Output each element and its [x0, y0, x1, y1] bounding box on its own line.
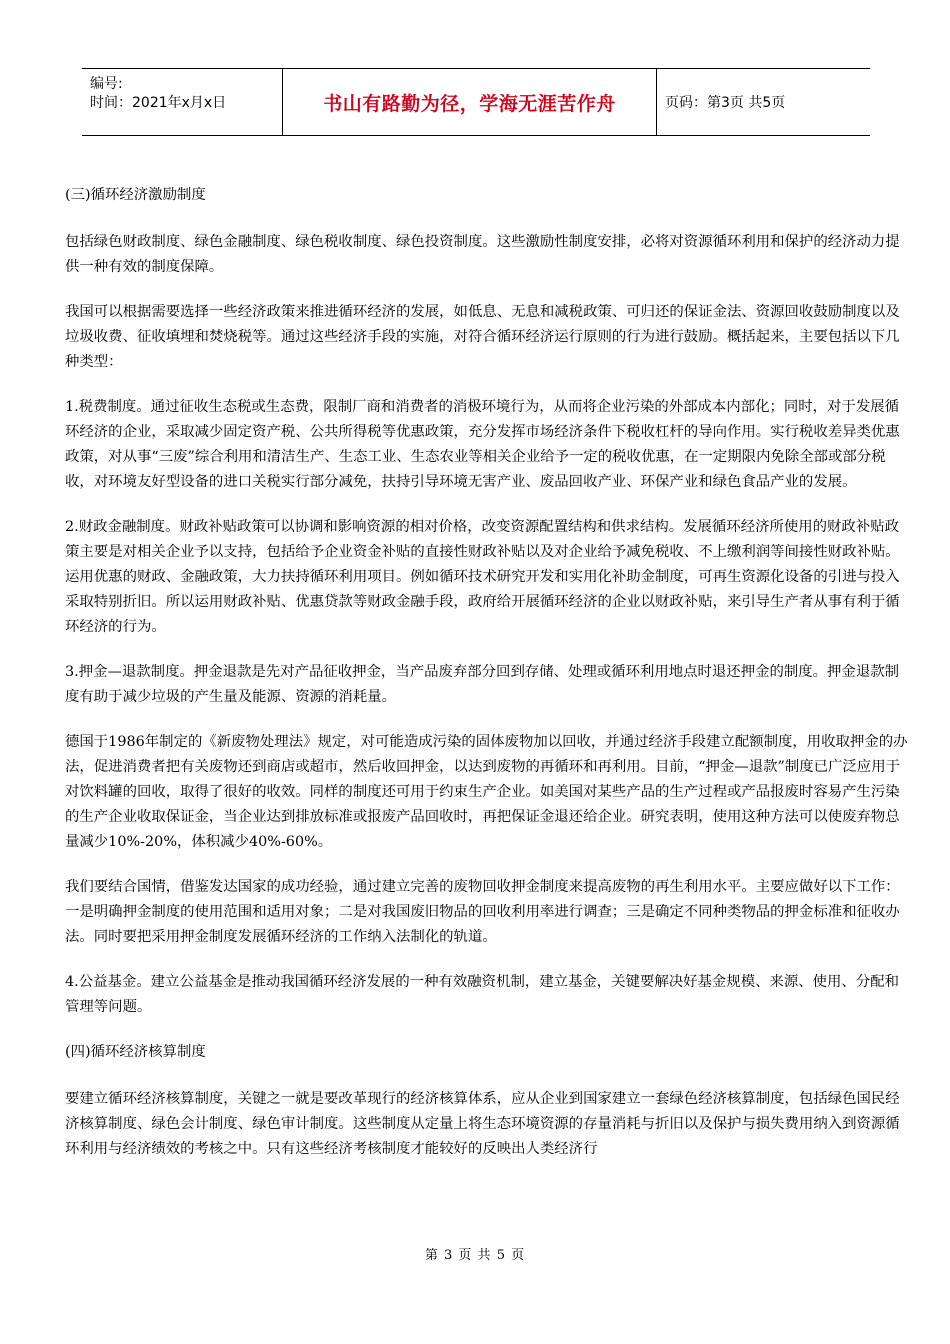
paragraph: 2.财政金融制度。财政补贴政策可以协调和影响资源的相对价格，改变资源配置结构和供求结构。发展循环经济所使用的财政补贴政策主要是对相关企业予以支持，包括给予企业资金补贴的直接性财政补贴以及对企业给予减免税收、不上缴利润等间接性财政补贴。 运用优惠的财政、金融政策，大力扶持循环利用项目。例如循环技术研究开发和实用化补助金制度，可再生资源化设备的引进与投入采取特别折旧。所以运用财政补贴、优惠贷款等财政金融手段，政府给开展循环经济的企业以财政补贴，来引导生产者从事有利于循环经济的行为。 — [65, 519, 900, 635]
document-time-label: 时间：2021年x月x日 — [90, 95, 227, 111]
section-heading: (四)循环经济核算制度 — [65, 1044, 206, 1060]
header-left-cell — [82, 69, 282, 135]
document-number-label: 编号: — [90, 76, 123, 92]
paragraph: 包括绿色财政制度、绿色金融制度、绿色税收制度、绿色投资制度。这些激励性制度安排，必将对资源循环利用和保护的经济动力提供一种有效的制度保障。 — [65, 234, 900, 275]
header-motto: 书山有路勤为径，学海无涯苦作舟 — [282, 69, 657, 135]
header-page-code: 页码：第3页 共5页 — [665, 95, 786, 111]
paragraph: 要建立循环经济核算制度，关键之一就是要改革现行的经济核算体系，应从企业到国家建立一套绿色经济核算制度，包括绿色国民经济核算制度、绿色会计制度、绿色审计制度。这些制度从定量上将生态环境资源的存量消耗与折旧以及保护与损失费用纳入到资源循环利用与经济绩效的考核之中。只有这些经济考核制度才能较好的反映出人类经济行 — [65, 1091, 900, 1157]
paragraph: 我国可以根据需要选择一些经济政策来推进循环经济的发展，如低息、无息和减税政策、可归还的保证金法、资源回收鼓励制度以及垃圾收费、征收填埋和焚烧税等。通过这些经济手段的实施，对符合循环经济运行原则的行为进行鼓励。概括起来，主要包括以下几种类型： — [65, 304, 900, 370]
section-heading: (三)循环经济激励制度 — [65, 187, 206, 203]
page-footer: 第 3 页 共 5 页 — [424, 1248, 526, 1263]
paragraph: 3.押金—退款制度。押金退款是先对产品征收押金，当产品废弃部分回到存储、处理或循环利用地点时退还押金的制度。押金退款制度有助于减少垃圾的产生量及能源、资源的消耗量。 — [65, 664, 900, 705]
paragraph: 德国于1986年制定的《新废物处理法》规定，对可能造成污染的固体废物加以回收，并通过经济手段建立配额制度，用收取押金的办法，促进消费者把有关废物还到商店或超市，然后收回押金，以达到废物的再循环和再利用。目前，“押金—退款”制度已广泛应用于对饮料罐的回收，取得了很好的收效。同样的制度还可用于约束生产企业。如美国对某些产品的生产过程或产品报废时容易产生污染的生产企业收取保证金，当企业达到排放标准或报废产品回收时，再把保证金退还给企业。研究表明，使用这种方法可以使废弃物总量减少10%-20%，体积减少40%-60%。 — [65, 734, 908, 850]
header-table — [82, 68, 870, 136]
document-body — [65, 183, 908, 1182]
paragraph: 4.公益基金。建立公益基金是推动我国循环经济发展的一种有效融资机制，建立基金，关键要解决好基金规模、来源、使用、分配和管理等问题。 — [65, 974, 900, 1015]
paragraph: 我们要结合国情，借鉴发达国家的成功经验，通过建立完善的废物回收押金制度来提高废物的再生利用水平。主要应做好以下工作：一是明确押金制度的使用范围和适用对象；二是对我国废旧物品的回收利用率进行调查；三是确定不同种类物品的押金标准和征收办法。同时要把采用押金制度发展循环经济的工作纳入法制化的轨道。 — [65, 879, 900, 945]
paragraph: 1.税费制度。通过征收生态税或生态费，限制厂商和消费者的消极环境行为，从而将企业污染的外部成本内部化；同时，对于发展循环经济的企业，采取减少固定资产税、公共所得税等优惠政策，充分发挥市场经济条件下税收杠杆的导向作用。实行税收差异类优惠政策，对从事“三废”综合利用和清洁生产、生态工业、生态农业等相关企业给予一定的税收优惠，在一定期限内免除全部或部分税收，对环境友好型设备的进口关税实行部分减免，扶持引导环境无害产业、废品回收产业、环保产业和绿色食品产业的发展。 — [65, 399, 900, 490]
